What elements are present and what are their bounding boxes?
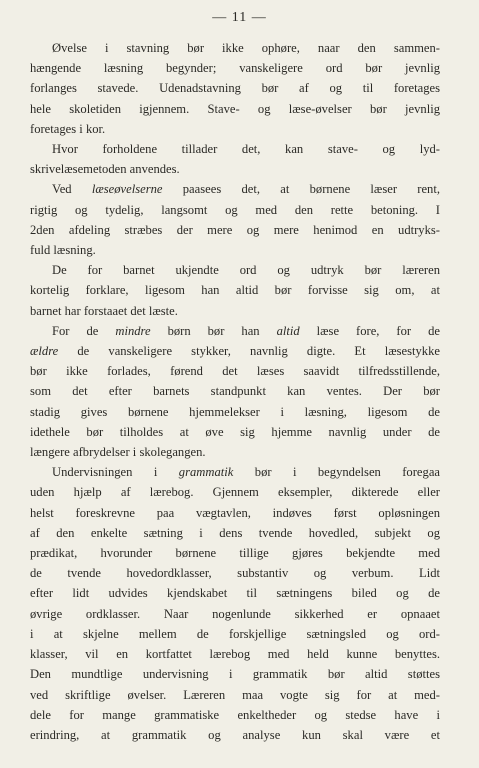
text-segment: læse fore, for de — [299, 323, 440, 338]
text-line — [30, 583, 440, 603]
text-segment: Ved — [52, 182, 92, 197]
text-segment: helst foreskrevne paa vægtavlen, indøves først opløsningen — [30, 505, 440, 520]
text-line — [30, 159, 440, 179]
text-segment: foretages i kor. — [30, 121, 106, 136]
text-segment: længere afbrydelser i skolegangen. — [30, 445, 206, 460]
text-segment: kortelig forklare, ligesom han altid bør forvisse sig om, at — [30, 283, 440, 298]
text-line — [30, 280, 440, 300]
text-line — [30, 523, 440, 543]
text-line — [30, 341, 440, 361]
text-segment: forlanges stavede. Udenadstavning bør af og til foretages — [30, 81, 440, 96]
text-segment: barnet har forstaaet det læste. — [30, 303, 178, 318]
text-segment: de vanskeligere stykker, navnlig digte. Et læsestykke — [58, 344, 440, 359]
text-line — [30, 664, 440, 684]
text-line — [30, 442, 440, 462]
text-line — [30, 422, 440, 442]
text-line — [30, 503, 440, 523]
text-segment: skrivelæsemetoden anvendes. — [30, 162, 180, 177]
text-segment: paasees det, at børnene læser rent, — [162, 182, 440, 197]
text-segment: Øvelse i stavning bør ikke ophøre, naar den sammen- — [52, 41, 440, 55]
text-segment: rigtig og tydelig, langsomt og med den rette betoning. I — [30, 202, 440, 217]
text-segment: hængende læsning begynder; vanskeligere ord bør jevnlig — [30, 61, 440, 76]
text-segment: stadig gives børnene hjemmelekser i læsning, ligesom de — [30, 404, 440, 419]
page-number: — 11 — — [212, 10, 267, 25]
text-segment: børn bør han — [150, 323, 277, 338]
text-line — [30, 78, 440, 98]
text-line — [30, 604, 440, 624]
text-segment: idethele bør tilholdes at øve sig hjemme navnlig under de — [30, 424, 440, 439]
text-line — [30, 179, 440, 199]
text-line — [30, 99, 440, 119]
text-segment: uden hjælp af lærebog. Gjennem eksempler, dikterede eller — [30, 485, 440, 500]
text-segment: 2den afdeling stræbes der mere og mere henimod en udtryks- — [30, 222, 440, 237]
text-line — [30, 220, 440, 240]
text-line — [30, 301, 440, 321]
italic-text: læseøvelserne — [91, 182, 163, 197]
text-segment: Den mundtlige undervisning i grammatik bør altid støttes — [30, 667, 440, 682]
text-line — [30, 139, 440, 159]
text-line — [30, 361, 440, 381]
text-line — [30, 543, 440, 563]
text-line — [30, 381, 440, 401]
text-line — [30, 685, 440, 705]
text-segment: de tvende hovedordklasser, substantiv og verbum. Lidt — [30, 566, 440, 581]
text-segment: dele for mange grammatiske enkeltheder og stedse have i — [30, 707, 440, 722]
text-line — [30, 240, 440, 260]
text-line — [30, 260, 440, 280]
text-segment: bør ikke forlades, førend det læses saavidt tilfredsstillende, — [30, 364, 440, 379]
text-segment: ved skriftlige øvelser. Læreren maa vogte sig for at med- — [30, 687, 440, 702]
text-segment: klasser, vil en kortfattet lærebog med held kunne benyttes. — [30, 647, 440, 662]
italic-text: altid — [276, 323, 300, 338]
italic-text: grammatik — [178, 465, 234, 480]
text-segment: fuld læsning. — [30, 243, 96, 258]
text-line — [30, 402, 440, 422]
text-line — [30, 624, 440, 644]
text-line — [30, 644, 440, 664]
text-line — [30, 321, 440, 341]
text-segment: Hvor forholdene tillader det, kan stave- og lyd- — [52, 142, 440, 157]
text-line — [30, 119, 440, 139]
text-segment: Undervisningen i — [52, 465, 179, 480]
italic-text: mindre — [115, 323, 151, 338]
text-line — [30, 725, 440, 745]
text-segment: erindring, at grammatik og analyse kun skal være et — [30, 727, 440, 742]
body-text — [30, 38, 440, 745]
text-segment: i at skjelne mellem de forskjellige sætningsled og ord- — [30, 626, 440, 641]
text-segment: af den enkelte sætning i dens tvende hovedled, subjekt og — [30, 525, 440, 540]
text-line — [30, 482, 440, 502]
italic-text: ældre — [30, 344, 59, 359]
text-segment: bør i begyndelsen foregaa — [233, 465, 440, 480]
text-line — [30, 563, 440, 583]
text-segment: For de — [52, 323, 116, 338]
text-line — [30, 705, 440, 725]
text-line — [30, 38, 440, 58]
text-line — [30, 58, 440, 78]
text-segment: prædikat, hvorunder børnene tillige gjøres bekjendte med — [30, 546, 440, 561]
text-segment: som det efter barnets standpunkt kan ventes. Der bør — [30, 384, 440, 399]
text-segment: hele skoletiden igjennem. Stave- og læse-øvelser bør jevnlig — [30, 101, 440, 116]
text-line — [30, 200, 440, 220]
text-segment: øvrige ordklasser. Naar nogenlunde sikkerhed er opnaaet — [30, 606, 440, 621]
text-segment: De for barnet ukjendte ord og udtryk bør læreren — [52, 263, 440, 278]
text-segment: efter lidt udvides kjendskabet til sætningens biled og de — [30, 586, 440, 601]
text-line — [30, 462, 440, 482]
